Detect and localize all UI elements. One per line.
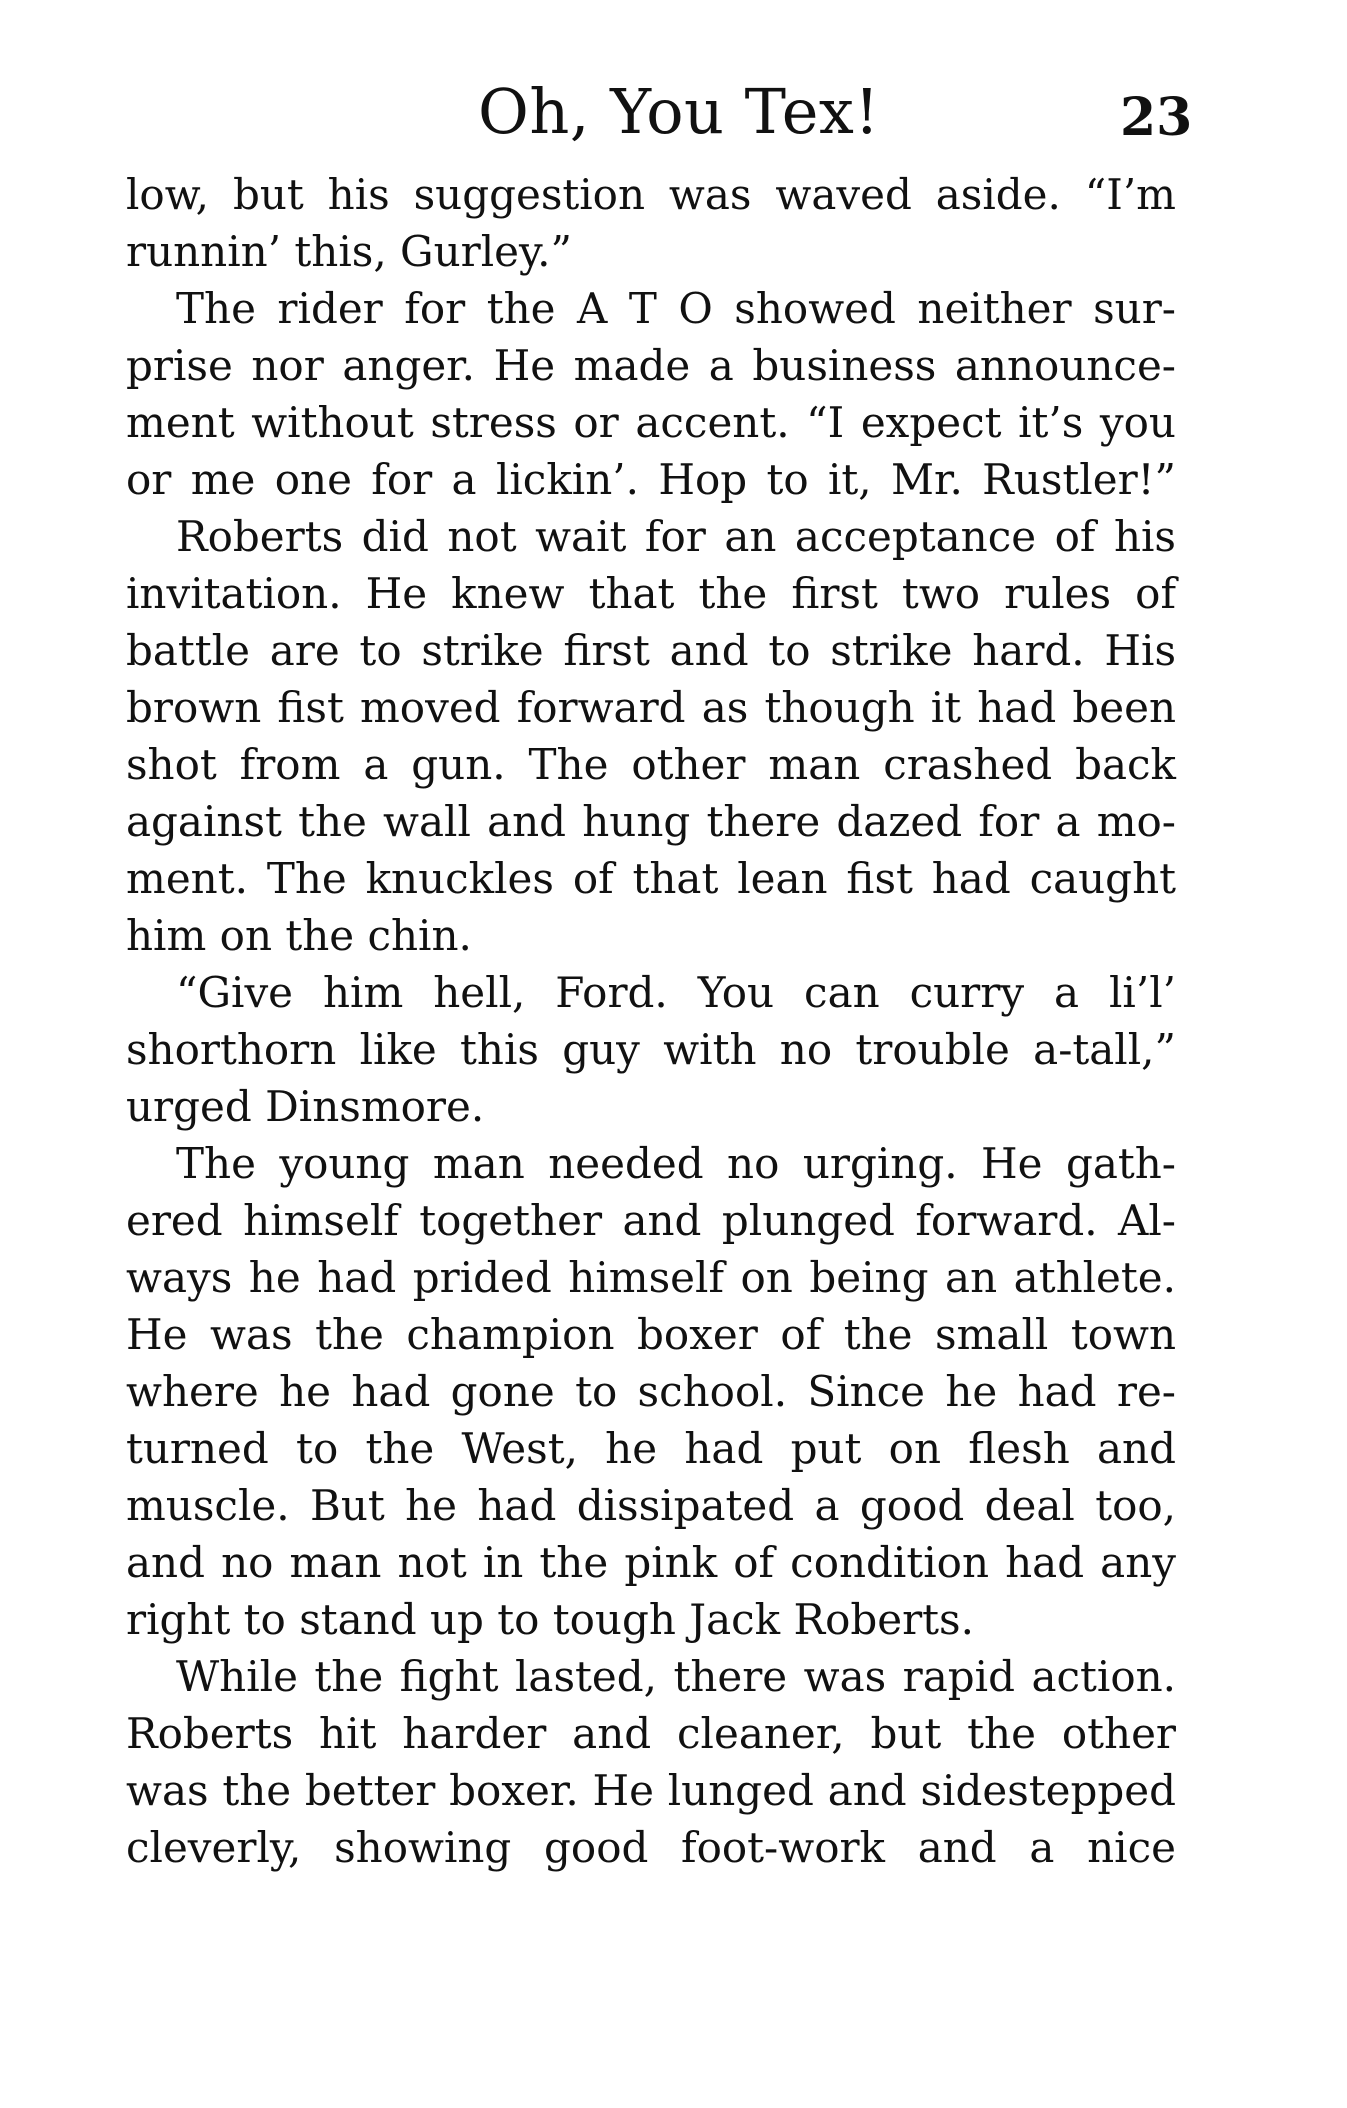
text-line: or me one for a lickin’. Hop to it, Mr. Rustler!” bbox=[126, 455, 1176, 504]
running-title: Oh, You Tex! bbox=[478, 75, 880, 148]
text-line: shot from a gun. The other man crashed back bbox=[126, 740, 1176, 789]
text-line: low, but his suggestion was waved aside. “I’m bbox=[126, 170, 1176, 219]
text-line: While the fight lasted, there was rapid action. bbox=[176, 1652, 1176, 1701]
text-line: right to stand up to tough Jack Roberts. bbox=[126, 1595, 974, 1644]
text-line: He was the champion boxer of the small town bbox=[126, 1310, 1176, 1359]
body-text bbox=[126, 166, 1176, 1876]
text-line: ment. The knuckles of that lean fist had caught bbox=[126, 854, 1176, 903]
text-line: Roberts did not wait for an acceptance of his bbox=[176, 512, 1176, 561]
text-line: runnin’ this, Gurley.” bbox=[126, 227, 572, 276]
page-header bbox=[0, 72, 1347, 152]
text-line: ment without stress or accent. “I expect it’s you bbox=[126, 398, 1176, 447]
text-line: was the better boxer. He lunged and sidestepped bbox=[126, 1766, 1176, 1815]
text-line: prise nor anger. He made a business announce- bbox=[126, 341, 1176, 390]
text-line: The rider for the A T O showed neither sur- bbox=[176, 284, 1176, 333]
text-line: him on the chin. bbox=[126, 911, 472, 960]
text-line: muscle. But he had dissipated a good deal too, bbox=[126, 1481, 1176, 1530]
text-line: urged Dinsmore. bbox=[126, 1082, 485, 1131]
text-line: brown fist moved forward as though it had been bbox=[126, 683, 1176, 732]
text-line: against the wall and hung there dazed for a mo- bbox=[126, 797, 1176, 846]
page-number: 23 bbox=[1120, 87, 1193, 148]
text-line: cleverly, showing good foot-work and a nice bbox=[126, 1823, 1176, 1872]
text-line: ered himself together and plunged forward. Al- bbox=[126, 1196, 1176, 1245]
text-line: The young man needed no urging. He gath- bbox=[176, 1139, 1176, 1188]
text-line: where he had gone to school. Since he had re- bbox=[126, 1367, 1176, 1416]
text-line: ways he had prided himself on being an athlete. bbox=[126, 1253, 1176, 1302]
text-line: invitation. He knew that the first two rules of bbox=[126, 569, 1176, 618]
text-line: Roberts hit harder and cleaner, but the other bbox=[126, 1709, 1176, 1758]
text-line: and no man not in the pink of condition had any bbox=[126, 1538, 1176, 1587]
text-line: turned to the West, he had put on flesh and bbox=[126, 1424, 1176, 1473]
text-line: shorthorn like this guy with no trouble a-tall,” bbox=[126, 1025, 1176, 1074]
text-line: “Give him hell, Ford. You can curry a li’l’ bbox=[176, 968, 1176, 1017]
text-line: battle are to strike first and to strike hard. His bbox=[126, 626, 1176, 675]
